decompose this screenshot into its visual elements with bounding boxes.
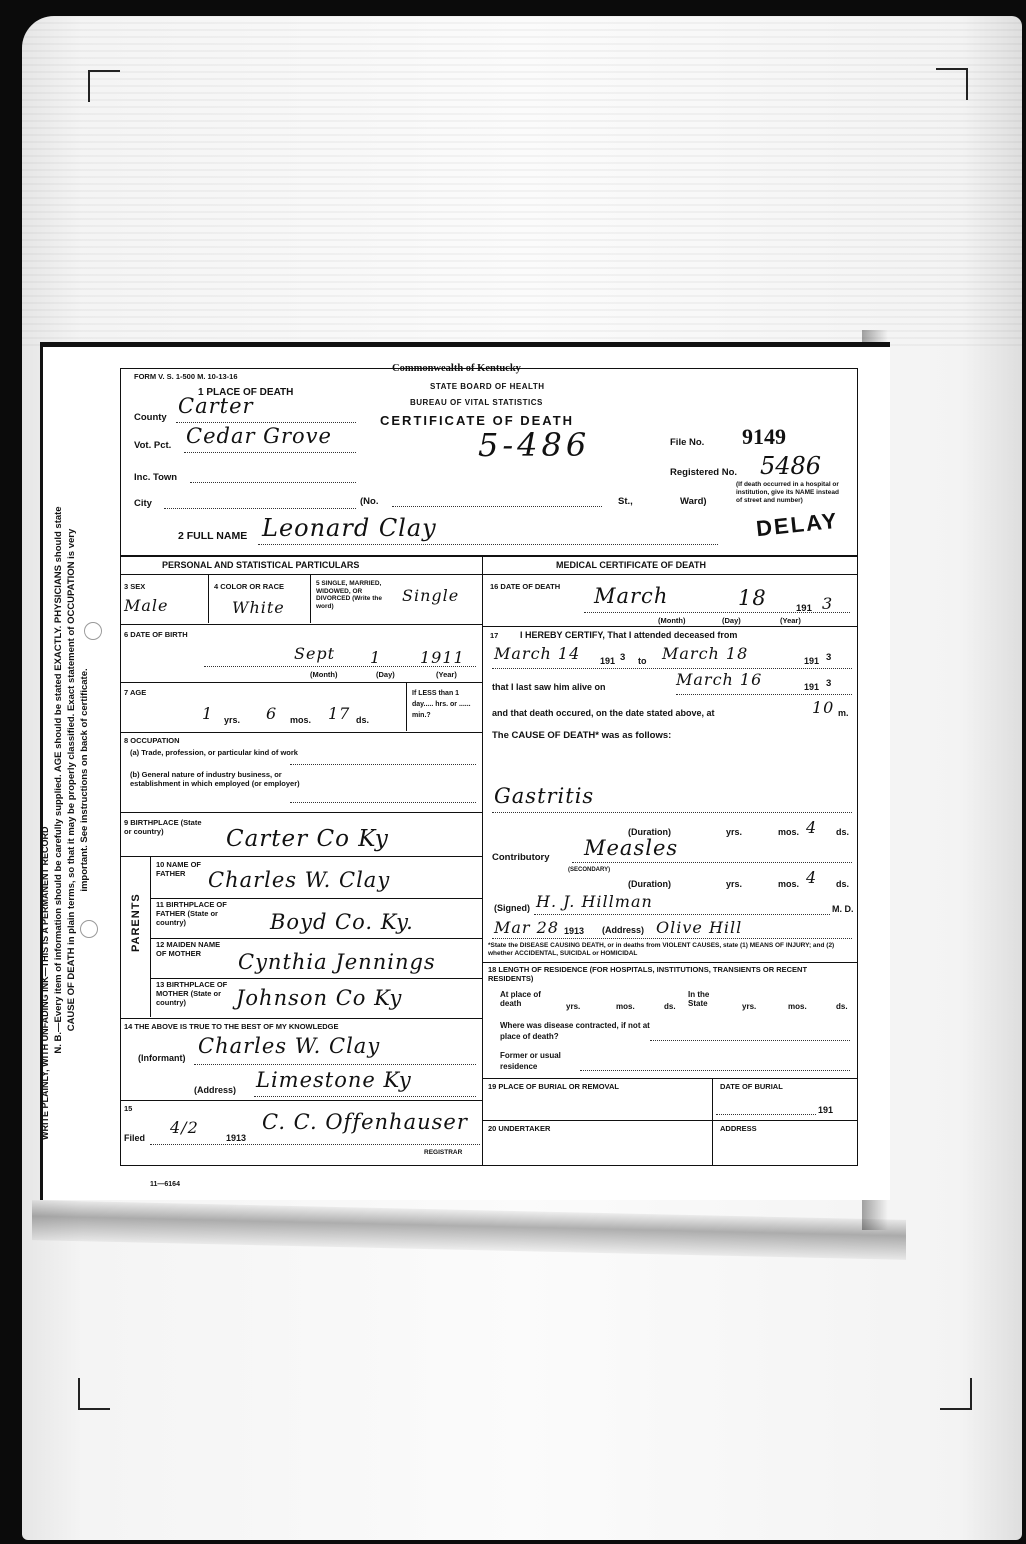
signed-label: (Signed) [494,903,530,913]
dob-label: 6 DATE OF BIRTH [124,630,188,639]
last-saw-year-digit: 3 [826,678,832,689]
medical-header: MEDICAL CERTIFICATE OF DEATH [556,560,706,570]
month-label: (Month) [310,670,338,679]
m-label: m. [838,708,849,718]
bureau-title: BUREAU OF VITAL STATISTICS [410,398,543,407]
death-year: 3 [822,594,834,613]
death-day: 18 [738,586,767,610]
crop-mark-top-left [88,70,120,102]
informant-name: Charles W. Clay [198,1034,381,1058]
age-label: 7 AGE [124,688,147,697]
delay-stamp: DELAY [754,507,840,542]
occurred-text: and that death occured, on the date stated above, at [492,708,715,718]
burial-date-label: DATE OF BURIAL [720,1082,783,1091]
physician-signature: H. J. Hillman [536,892,653,911]
contributory-label: Contributory [492,852,550,863]
dob-month: Sept [294,644,336,663]
physician-address-label: (Address) [602,925,645,935]
footer-code: 11—6164 [150,1181,180,1188]
secondary-label: (SECONDARY) [568,867,611,873]
dur-mos-1: mos. [778,827,800,837]
in-state-label: In the State [688,990,710,1008]
father-birthplace: Boyd Co. Ky. [270,910,414,934]
inc-town-label: Inc. Town [134,472,178,483]
certify-number: 17 [490,631,499,640]
informant-label: (Informant) [138,1053,186,1063]
last-saw-year: 191 [804,682,820,692]
duration-1-value: 4 [806,818,818,837]
age-days: 17 [328,704,351,723]
informant-address-label: (Address) [194,1085,237,1095]
city-label: City [134,498,152,509]
date-of-death-label: 16 DATE OF DEATH [490,582,561,591]
sex-value: Male [124,596,169,615]
attended-from: March 14 [494,644,581,663]
signed-year: 1913 [564,926,585,936]
punch-hole [84,622,102,640]
duration-label-1: (Duration) [628,827,671,837]
dob-day: 1 [370,648,382,667]
crop-mark-bottom-left [78,1378,110,1410]
informant-address: Limestone Ky [256,1068,412,1092]
filed-label: Filed [124,1133,146,1143]
dur-ds-2: ds. [836,879,850,889]
side-note-line: CAUSE OF DEATH in plain terms, so that it may be properly classified. Exact statement of OCCUPATION is very [66,528,77,1032]
punch-hole [80,920,98,938]
contributory-cause: Measles [584,836,679,860]
occupation-label: 8 OCCUPATION [124,736,180,745]
less-than-label: If LESS than 1 day..... hrs. or ...... min.? [412,690,471,719]
state-mos: mos. [788,1002,807,1011]
residence-label: 18 LENGTH OF RESIDENCE (FOR HOSPITALS, INSTITUTIONS, TRANSIENTS OR RECENT RESIDENTS) [488,965,808,983]
burial-year: 191 [818,1105,834,1115]
scan-shadow [32,1200,906,1260]
marital-label: 5 SINGLE, MARRIED, WIDOWED, OR DIVORCED (Write the word) [316,580,382,610]
state-yrs: yrs. [742,1002,757,1011]
last-saw-date: March 16 [676,670,763,689]
undertaker-label: 20 UNDERTAKER [488,1124,551,1133]
cause-text: The CAUSE OF DEATH* was as follows: [492,730,672,741]
full-name-value: Leonard Clay [262,514,437,542]
cause-of-death: Gastritis [494,784,595,808]
dod-day-label: (Day) [722,616,741,625]
no-label: (No. [360,496,379,507]
st-label: St., [618,496,633,507]
county-value: Carter [178,394,254,418]
former-residence-label: Former or usual residence [500,1051,561,1071]
at-place-label: At place of death [500,990,541,1008]
hospital-note: (If death occurred in a hospital or institution, give its NAME instead of street and number) [736,481,839,504]
filed-number: 15 [124,1104,133,1113]
res-mos: mos. [616,1002,635,1011]
registrar-label: REGISTRAR [424,1149,463,1156]
color-label: 4 COLOR OR RACE [214,582,285,591]
color-value: White [232,598,285,617]
burial-place-label: 19 PLACE OF BURIAL OR REMOVAL [488,1082,619,1091]
stamp-number: 5-486 [478,426,591,464]
physician-address: Olive Hill [656,918,743,937]
side-instructions [52,400,96,1160]
res-yrs: yrs. [566,1002,581,1011]
father-name-label: 10 NAME OF FATHER [156,860,202,878]
duration-2-value: 4 [806,868,818,887]
undertaker-address-label: ADDRESS [720,1124,757,1133]
certificate-title: CERTIFICATE OF DEATH [380,413,575,428]
birthplace-value: Carter Co Ky [226,826,389,852]
filed-year: 1913 [226,1133,247,1143]
father-name: Charles W. Clay [208,868,391,892]
dur-yrs-1: yrs. [726,827,743,837]
death-year-prefix: 191 [796,603,812,614]
yrs-label: yrs. [224,715,241,725]
crop-mark-bottom-right [940,1378,972,1410]
md-label: M. D. [832,904,854,914]
personal-header: PERSONAL AND STATISTICAL PARTICULARS [162,560,360,570]
side-note-line: N. B.—Every item of information should be carefully supplied. AGE should be stated EXACTLY. PHYSICIANS should state [53,506,64,1054]
attended-from-year-digit: 3 [620,652,626,663]
filed-date: 4/2 [170,1118,199,1137]
age-years: 1 [202,704,214,723]
mos-label: mos. [290,715,312,725]
ward-label: Ward) [680,496,707,507]
side-note-line: important. See instructions on back of certificate. [79,668,90,892]
birthplace-label: 9 BIRTHPLACE (State or country) [124,818,202,836]
attended-to-year: 191 [804,656,820,666]
father-birthplace-label: 11 BIRTHPLACE OF FATHER (State or country) [156,900,227,927]
form-border [120,368,858,1166]
parents-label: PARENTS [130,893,142,952]
vot-pct-label: Vot. Pct. [134,440,172,451]
mother-birthplace: Johnson Co Ky [236,986,403,1010]
board-title: STATE BOARD OF HEALTH [430,382,545,391]
county-label: County [134,412,167,423]
write-plainly-note: WRITE PLAINLY, WITH UNFADING INK—THIS IS A PERMANENT RECORD [40,826,50,1140]
dod-month-label: (Month) [658,616,686,625]
dod-year-label: (Year) [780,616,801,625]
registered-number: 5486 [760,452,822,480]
dur-mos-2: mos. [778,879,800,889]
occupation-a: (a) Trade, profession, or particular kind of work [130,748,298,757]
mother-name-label: 12 MAIDEN NAME OF MOTHER [156,940,221,958]
dur-ds-1: ds. [836,827,850,837]
death-month: March [594,584,669,608]
crop-mark-top-right [936,68,968,100]
state-ds: ds. [836,1002,848,1011]
dob-year: 1911 [420,648,465,667]
year-label: (Year) [436,670,457,679]
attended-from-year: 191 [600,656,616,666]
commonwealth-title: Commonwealth of Kentucky [392,363,521,374]
sex-label: 3 SEX [124,582,146,591]
disease-contracted-label: Where was disease contracted, if not at place of death? [500,1021,650,1041]
registrar-signature: C. C. Offenhauser [262,1110,468,1134]
age-months: 6 [266,704,278,723]
attended-to-year-digit: 3 [826,652,832,663]
marital-value: Single [402,586,460,605]
ds-label: ds. [356,715,370,725]
place-of-death-header: 1 PLACE OF DEATH [198,387,294,398]
signed-date: Mar 28 [494,918,560,937]
to-label: to [638,656,647,666]
file-no-label: File No. [670,437,705,448]
dur-yrs-2: yrs. [726,879,743,889]
day-label: (Day) [376,670,395,679]
form-code: FORM V. S. 1-500 M. 10-13-16 [134,372,238,381]
res-ds: ds. [664,1002,676,1011]
mother-birthplace-label: 13 BIRTHPLACE OF MOTHER (State or country) [156,980,228,1007]
attended-to: March 18 [662,644,749,663]
registered-no-label: Registered No. [670,467,738,478]
file-number: 9149 [742,424,786,449]
last-saw-text: that I last saw him alive on [492,682,606,692]
true-statement-label: 14 THE ABOVE IS TRUE TO THE BEST OF MY KNOWLEDGE [124,1022,339,1031]
occupation-b: (b) General nature of industry business, or establishment in which employed (or employer) [130,770,300,788]
mother-name: Cynthia Jennings [238,950,436,974]
full-name-label: 2 FULL NAME [178,530,248,542]
death-time: 10 [812,698,835,717]
vot-pct-value: Cedar Grove [186,424,332,448]
violent-causes-note: *State the DISEASE CAUSING DEATH, or in deaths from VIOLENT CAUSES, state (1) MEANS OF INJURY; and (2) whether ACCIDENTAL, SUICIDAL or HOMICIDAL [488,942,835,957]
certify-text: I HEREBY CERTIFY, That I attended deceased from [520,630,738,640]
duration-label-2: (Duration) [628,879,671,889]
